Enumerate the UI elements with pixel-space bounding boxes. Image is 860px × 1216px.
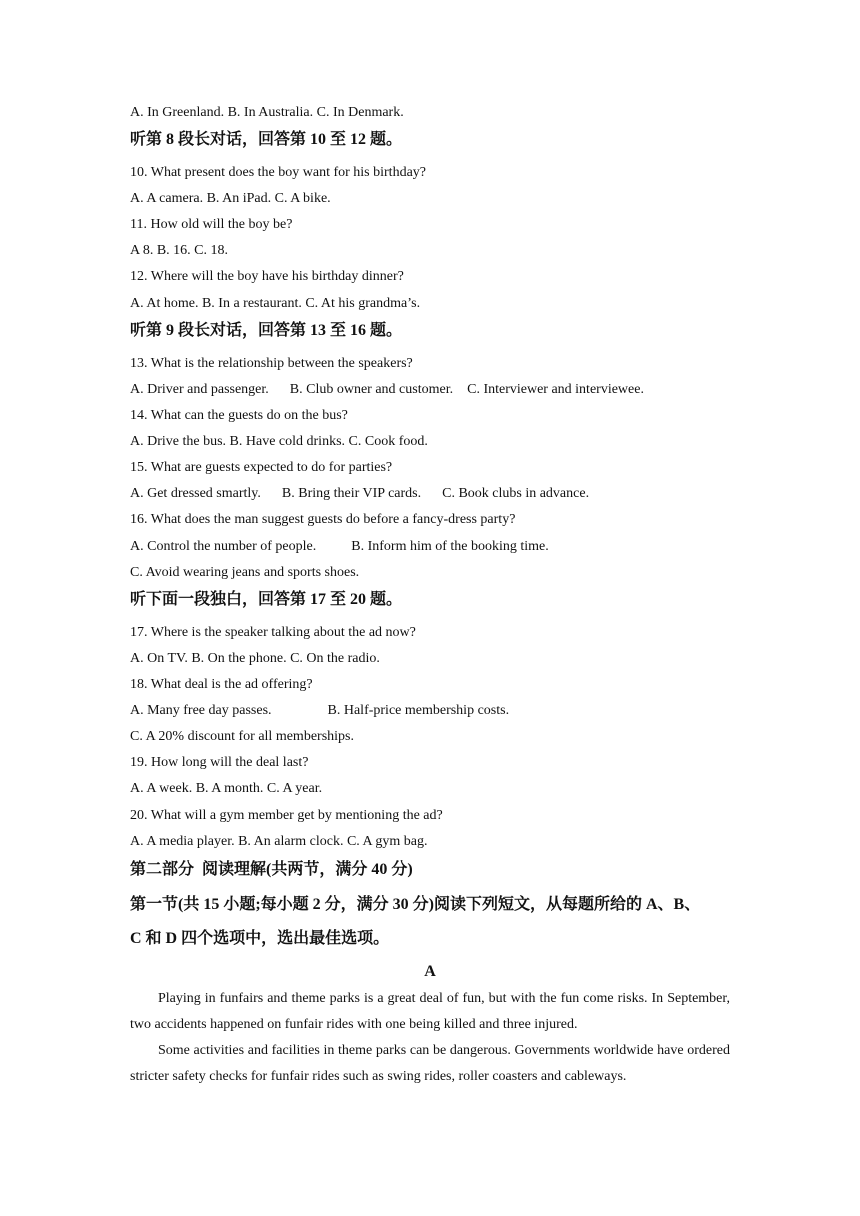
answer-options-q17: A. On TV. B. On the phone. C. On the radio. (130, 651, 380, 666)
section-heading-monologue: 听下面一段独白，回答第 17 至 20 题。 (130, 591, 403, 608)
passage-paragraph-1-text: Playing in funfairs and theme parks is a great deal of fun, but with the fun come risks. In September, two accidents happened on funfair rides with one being killed and three injured. (130, 991, 730, 1032)
question-13: 13. What is the relationship between the speakers? (130, 356, 413, 371)
answer-options-q10: A. A camera. B. An iPad. C. A bike. (130, 191, 331, 206)
answer-options-q12: A. At home. B. In a restaurant. C. At his grandma’s. (130, 296, 421, 311)
answer-options-q15: A. Get dressed smartly. B. Bring their VIP cards. C. Book clubs in advance. (130, 486, 590, 501)
section-heading-dialogue-9: 听第 9 段长对话，回答第 13 至 16 题。 (130, 322, 403, 339)
answer-options-q13: A. Driver and passenger. B. Club owner and customer. C. Interviewer and interviewee. (130, 382, 644, 397)
question-15: 15. What are guests expected to do for parties? (130, 460, 393, 475)
passage-paragraph-2 (130, 1038, 730, 1090)
answer-options-q14: A. Drive the bus. B. Have cold drinks. C. Cook food. (130, 434, 428, 449)
question-14: 14. What can the guests do on the bus? (130, 408, 348, 423)
section-one-instructions: 第一节(共 15 小题;每小题 2 分，满分 30 分)阅读下列短文，从每题所给的 A、B、 (130, 896, 701, 913)
passage-title: A (424, 963, 436, 980)
question-16: 16. What does the man suggest guests do before a fancy-dress party? (130, 512, 516, 527)
question-12: 12. Where will the boy have his birthday dinner? (130, 269, 404, 284)
question-17: 17. Where is the speaker talking about the ad now? (130, 625, 416, 640)
section-heading-dialogue-8: 听第 8 段长对话，回答第 10 至 12 题。 (130, 131, 403, 148)
answer-options-q18-ab: A. Many free day passes. B. Half-price membership costs. (130, 703, 510, 718)
passage-paragraph-2-text: Some activities and facilities in theme parks can be dangerous. Governments worldwide have ordered stricter safety checks for funfair rides such as swing rides, roller coasters and cableways. (130, 1043, 730, 1084)
answer-options-q16-c: C. Avoid wearing jeans and sports shoes. (130, 565, 360, 580)
answer-options-q18-c: C. A 20% discount for all memberships. (130, 729, 354, 744)
question-11: 11. How old will the boy be? (130, 217, 293, 232)
section-one-instructions-cont: C 和 D 四个选项中，选出最佳选项。 (130, 930, 390, 947)
answer-options-q11: A 8. B. 16. C. 18. (130, 243, 229, 258)
answer-options-q20: A. A media player. B. An alarm clock. C. A gym bag. (130, 834, 428, 849)
question-19: 19. How long will the deal last? (130, 755, 309, 770)
answer-options-q19: A. A week. B. A month. C. A year. (130, 781, 323, 796)
passage-paragraph-1 (130, 986, 730, 1038)
question-10: 10. What present does the boy want for his birthday? (130, 165, 427, 180)
question-18: 18. What deal is the ad offering? (130, 677, 313, 692)
answer-options-q9: A. In Greenland. B. In Australia. C. In Denmark. (130, 105, 404, 120)
answer-options-q16-ab: A. Control the number of people. B. Inform him of the booking time. (130, 539, 549, 554)
question-20: 20. What will a gym member get by mentioning the ad? (130, 808, 443, 823)
part-two-heading: 第二部分 阅读理解(共两节，满分 40 分) (130, 861, 413, 878)
